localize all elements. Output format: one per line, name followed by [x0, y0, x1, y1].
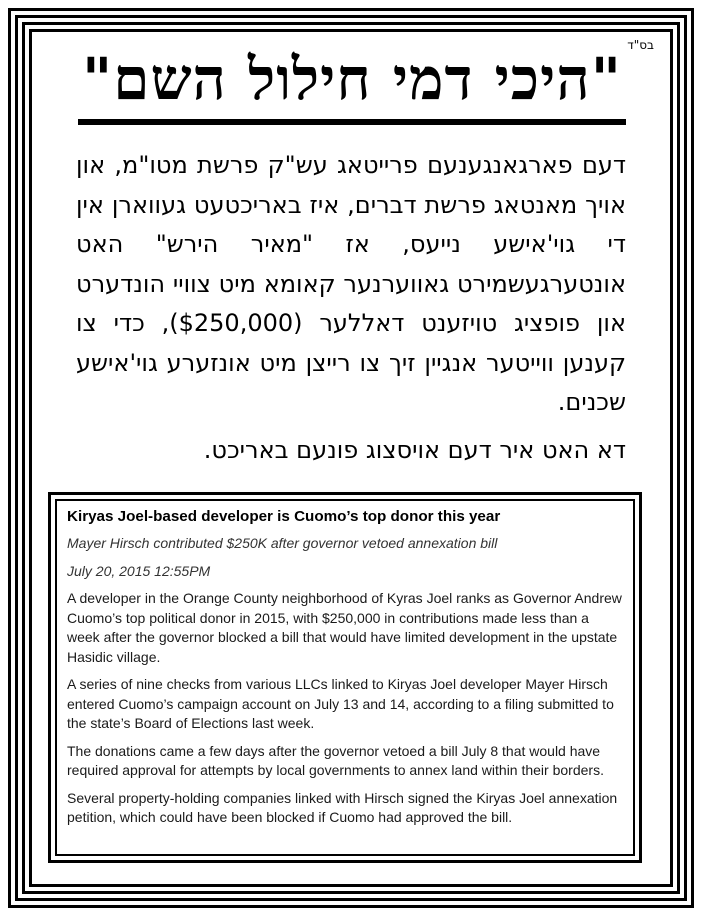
title-underline — [78, 119, 626, 125]
article-paragraph: A series of nine checks from various LLCs linked to Kiryas Joel developer Mayer Hirsch entered Cuomo’s campaign account on July 13 and 14, according to a filing submitted to the state’s Board of Elections last week. — [67, 676, 614, 731]
article-paragraph: A developer in the Orange County neighborhood of Kyras Joel ranks as Governor Andrew Cuomo’s top political donor in 2015, with $250,000 in contributions made less than a week after the governor blocked a bill that would have limited development in the upstate Hasidic village. — [67, 590, 622, 665]
article-paragraph: Several property-holding companies linked with Hirsch signed the Kiryas Joel annexation petition, which could have been blocked if Cuomo had approved the bill. — [67, 789, 618, 825]
hebrew-paragraph-2: דא האט איר דעם אויסצוג פונעם באריכט. — [203, 435, 626, 464]
page-title: "היכי דמי חילול השם" — [82, 45, 622, 113]
article-paragraph: The donations came a few days after the governor vetoed a bill July 8 that would have required approval for attempts by local governments to annex land within their borders. — [67, 742, 604, 778]
article-date: July 20, 2015 12:55PM — [67, 562, 211, 579]
article-subheadline: Mayer Hirsch contributed $250K after governor vetoed annexation bill — [67, 535, 498, 551]
hebrew-paragraph-1: דעם פארגאנגענעם פרייטאג עש"ק פרשת מטו"מ, און אויך מאנטאג פרשת דברים, איז באריכטעט געווארן אין די גוי'אישע נייעס, אז "מאיר הירש" האט אונטערגעשמירט גאווערנער קאומא מיט צוויי הונדערט און פופציג טויזענט דאללער ($250,000), כדי צו קענען ווייטער אנגיין זיך צו רייצן מיט אונזערע גוי'אישע שכנים. — [76, 151, 626, 416]
news-article — [55, 499, 635, 856]
hebrew-body — [76, 146, 626, 470]
corner-mark: בס"ד — [627, 38, 654, 52]
article-headline: Kiryas Joel-based developer is Cuomo’s top donor this year — [67, 508, 501, 525]
